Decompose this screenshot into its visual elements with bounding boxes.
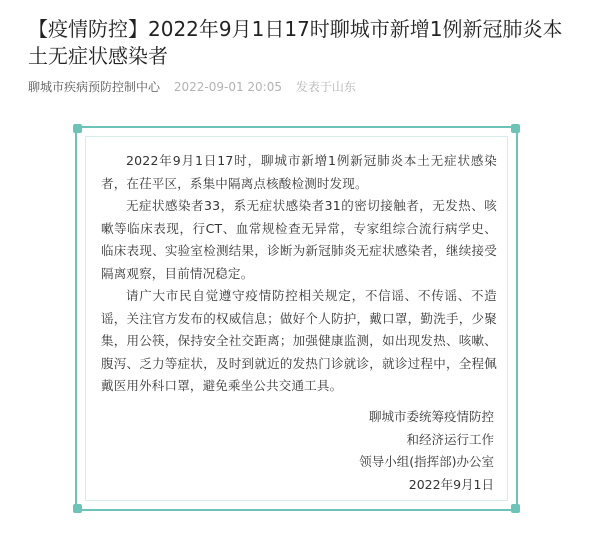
signature-line: 聊城市委统筹疫情防控	[368, 409, 494, 424]
notice-paragraph: 无症状感染者33，系无症状感染者31的密切接触者，无发热、咳嗽等临床表现，行CT、血常规检查无异常，专家组综合流行病学史、临床表现、实验室检测结果，诊断为新冠肺炎无症状感染者，继续接受隔离观察，目前情况稳定。	[101, 198, 497, 281]
notice-frame	[75, 126, 518, 511]
signature-line: 领导小组(指挥部)办公室	[359, 454, 494, 469]
notice-body	[101, 150, 497, 398]
notice-signature	[359, 406, 494, 496]
publish-date: 2022-09-01 20:05	[173, 80, 282, 94]
notice-paragraph: 2022年9月1日17时，聊城市新增1例新冠肺炎本土无症状感染者，在茌平区，系集中隔离点核酸检测时发现。	[101, 153, 497, 191]
frame-corner-ornament	[511, 504, 520, 513]
signature-line: 和经济运行工作	[406, 431, 494, 447]
frame-corner-ornament	[73, 124, 82, 133]
frame-corner-ornament	[73, 504, 82, 513]
author-link[interactable]: 聊城市疾病预防控制中心	[28, 80, 161, 94]
signature-date: 2022年9月1日	[408, 476, 494, 492]
publish-location: 发表于山东	[295, 80, 356, 94]
frame-corner-ornament	[511, 124, 520, 133]
notice-paragraph: 请广大市民自觉遵守疫情防控相关规定，不信谣、不传谣、不造谣，关注官方发布的权威信息；做好个人防护，戴口罩，勤洗手，少聚集，用公筷，保持安全社交距离；加强健康监测，如出现发热、咳嗽、腹泻、乏力等症状，及时到就近的发热门诊就诊，就诊过程中，全程佩戴医用外科口罩，避免乘坐公共交通工具。	[101, 288, 497, 393]
article-meta	[28, 78, 356, 95]
article-title: 【疫情防控】2022年9月1日17时聊城市新增1例新冠肺炎本土无症状感染者	[28, 17, 563, 68]
